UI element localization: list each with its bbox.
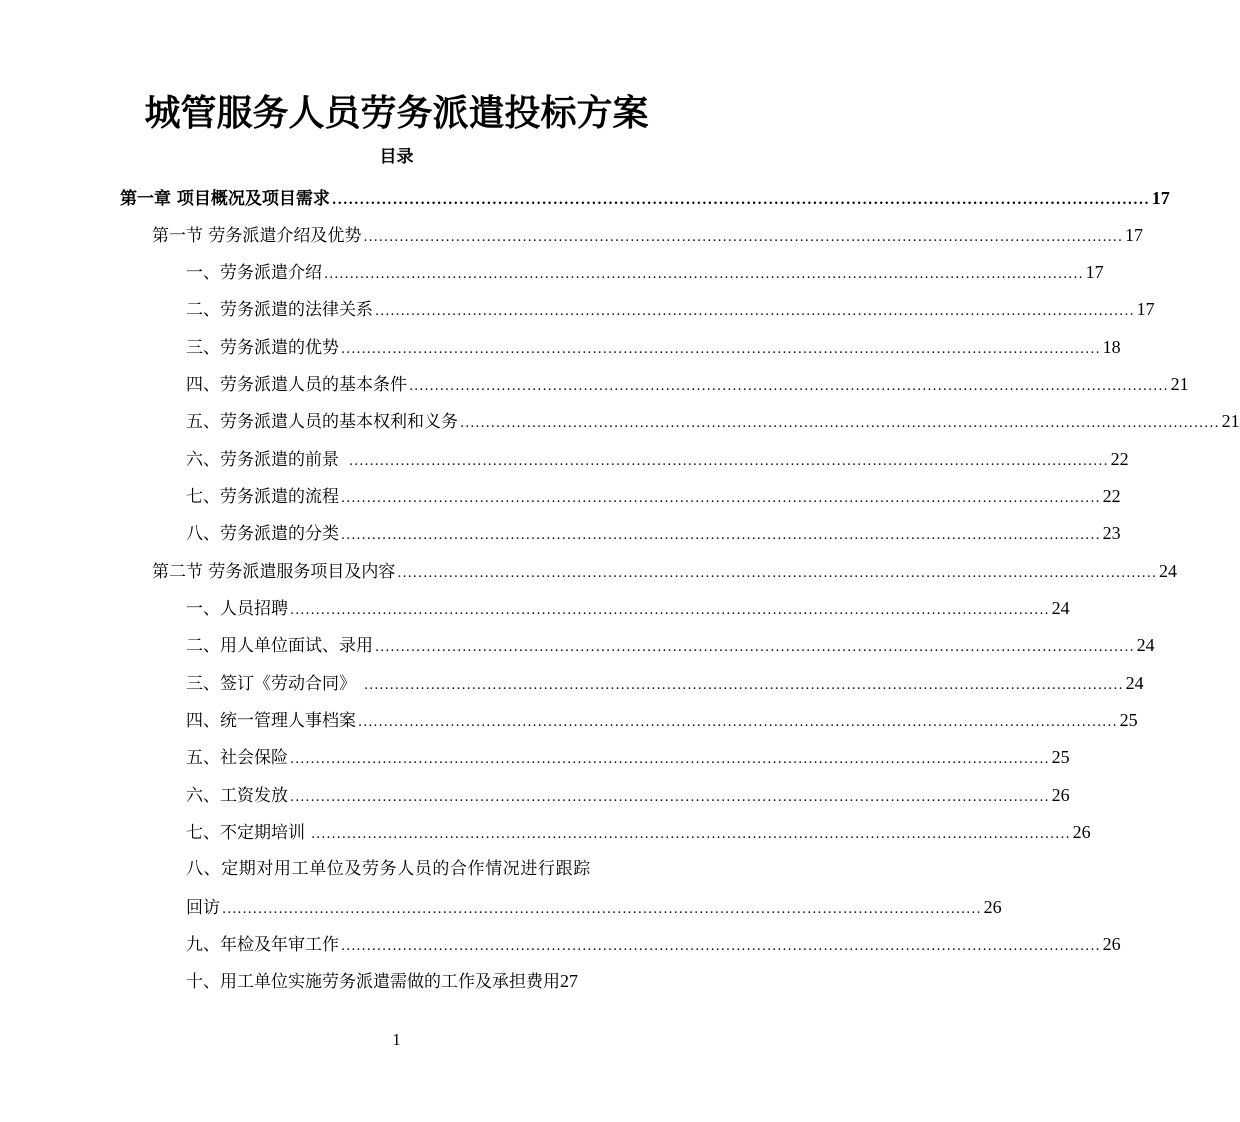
toc-entry-page: 26 — [1072, 822, 1091, 842]
toc-entry[interactable] — [186, 665, 1144, 701]
toc-entry[interactable] — [186, 963, 673, 999]
toc-entry-text: 四、统一管理人事档案 — [186, 711, 356, 731]
toc-entry-page: 24 — [1125, 673, 1144, 693]
toc-entry-text: 七、劳务派遣的流程 — [186, 487, 339, 507]
toc-entry-page: 26 — [983, 897, 1002, 917]
toc-leader-dots: .................................................................................................................................................... — [397, 566, 1157, 581]
toc-leader-dots: .................................................................................................................................................... — [222, 902, 982, 917]
toc-entry[interactable] — [186, 478, 1121, 514]
toc-entry-text: 八、定期对用工单位及劳务人员的合作情况进行跟踪 — [186, 859, 591, 879]
toc-leader-dots: .................................................................................................................................................... — [341, 939, 1101, 954]
toc-entry[interactable] — [186, 291, 1155, 327]
toc-entry-text: 第一节 劳务派遣介绍及优势 — [152, 226, 362, 246]
toc-leader-dots: .................................................................................................................................................... — [290, 603, 1050, 618]
toc-entry-section-1[interactable] — [152, 217, 1143, 253]
toc-entry-text: 六、工资发放 — [186, 786, 288, 806]
toc-leader-dots: .................................................................................................................................................... — [341, 491, 1101, 506]
toc-entry[interactable] — [186, 702, 1138, 738]
toc-entry-page: 24 — [1051, 598, 1070, 618]
toc-entry-page: 17 — [1125, 225, 1143, 245]
toc-leader-dots: .................................................................................................................................................... — [290, 790, 1050, 805]
toc-entry[interactable] — [186, 590, 1070, 626]
toc-leader-dots: .................................................................................................................................................... — [409, 379, 1169, 394]
toc-entry-page: 26 — [1102, 934, 1121, 954]
toc-entry-page: 21 — [1221, 411, 1240, 431]
toc-entry-text: 六、劳务派遣的前景 — [186, 450, 339, 470]
toc-leader-dots: .................................................................................................................................................... — [375, 304, 1135, 319]
toc-entry[interactable] — [186, 329, 1121, 365]
toc-leader-dots: .................................................................................................................................................... — [331, 193, 1150, 208]
toc-leader-dots: .................................................................................................................................................... — [341, 342, 1101, 357]
toc-entry[interactable] — [186, 777, 1070, 813]
toc-leader-dots: .................................................................................................................................................... — [290, 752, 1050, 767]
toc-leader-dots: .................................................................................................................................................... — [460, 416, 1220, 431]
toc-entry-continuation[interactable] — [186, 889, 1002, 925]
toc-leader-dots: .................................................................................................................................................... — [363, 230, 1123, 245]
toc-leader-dots: .................................................................................................................................................... — [324, 267, 1084, 282]
toc-entry[interactable] — [186, 403, 1240, 439]
toc-entry-page: 24 — [1136, 635, 1155, 655]
toc-entry-section-2[interactable] — [152, 553, 1177, 589]
toc-entry-page: 27 — [560, 971, 578, 991]
toc-entry-page: 26 — [1051, 785, 1070, 805]
toc-entry-text: 三、劳务派遣的优势 — [186, 338, 339, 358]
toc-entry-page: 22 — [1110, 449, 1129, 469]
toc-entry-page: 24 — [1159, 561, 1177, 581]
toc-leader-dots: .................................................................................................................................................... — [349, 454, 1109, 469]
toc-leader-dots: .................................................................................................................................................... — [341, 528, 1101, 543]
toc-entry-chapter-1[interactable] — [120, 180, 1170, 216]
document-title: 城管服务人员劳务派遣投标方案 — [144, 92, 649, 134]
toc-entry-text: 二、用人单位面试、录用 — [186, 636, 373, 656]
toc-leader-dots: .................................................................................................................................................... — [375, 640, 1135, 655]
toc-entry-page: 21 — [1170, 374, 1189, 394]
toc-entry-text: 一、人员招聘 — [186, 599, 288, 619]
toc-entry-text: 第一章 项目概况及项目需求 — [120, 189, 330, 209]
page-number: 1 — [392, 1030, 401, 1049]
toc-entry-text: 第二节 劳务派遣服务项目及内容 — [152, 562, 396, 582]
toc-entry-text: 四、劳务派遣人员的基本条件 — [186, 375, 407, 395]
toc-entry[interactable] — [186, 441, 1129, 477]
toc-entry[interactable] — [186, 515, 1121, 551]
toc-entry[interactable] — [186, 814, 1091, 850]
toc-entry[interactable] — [186, 254, 1104, 290]
toc-heading: 目录 — [379, 147, 414, 167]
toc-leader-dots: .................................................................................................................................................... — [358, 715, 1118, 730]
toc-entry-text: 七、不定期培训 — [186, 823, 305, 843]
toc-entry-page: 18 — [1102, 337, 1121, 357]
toc-entry-text: 十、用工单位实施劳务派遣需做的工作及承担费用 — [186, 972, 560, 992]
toc-leader-dots: .................................................................................................................................................... — [311, 827, 1071, 842]
toc-entry-page: 25 — [1051, 747, 1070, 767]
toc-entry[interactable] — [186, 366, 1189, 402]
toc-entry[interactable] — [186, 926, 1121, 962]
toc-entry-page: 17 — [1136, 299, 1155, 319]
toc-entry-text: 三、签订《劳动合同》 — [186, 674, 356, 694]
toc-entry[interactable] — [186, 627, 1155, 663]
toc-leader-dots: .................................................................................................................................................... — [364, 678, 1124, 693]
toc-entry-text: 一、劳务派遣介绍 — [186, 263, 322, 283]
toc-entry-page: 17 — [1085, 262, 1104, 282]
toc-entry-page: 17 — [1151, 188, 1170, 208]
toc-entry-wrapped[interactable] — [186, 851, 673, 887]
toc-entry[interactable] — [186, 739, 1070, 775]
toc-entry-text: 二、劳务派遣的法律关系 — [186, 300, 373, 320]
toc-entry-text: 八、劳务派遣的分类 — [186, 524, 339, 544]
toc-entry-text: 五、社会保险 — [186, 748, 288, 768]
toc-entry-page: 25 — [1119, 710, 1138, 730]
toc-entry-text: 五、劳务派遣人员的基本权利和义务 — [186, 412, 458, 432]
toc-entry-page: 22 — [1102, 486, 1121, 506]
toc-entry-text: 九、年检及年审工作 — [186, 935, 339, 955]
toc-entry-page: 23 — [1102, 523, 1121, 543]
toc-entry-text-continued: 回访 — [186, 898, 220, 918]
